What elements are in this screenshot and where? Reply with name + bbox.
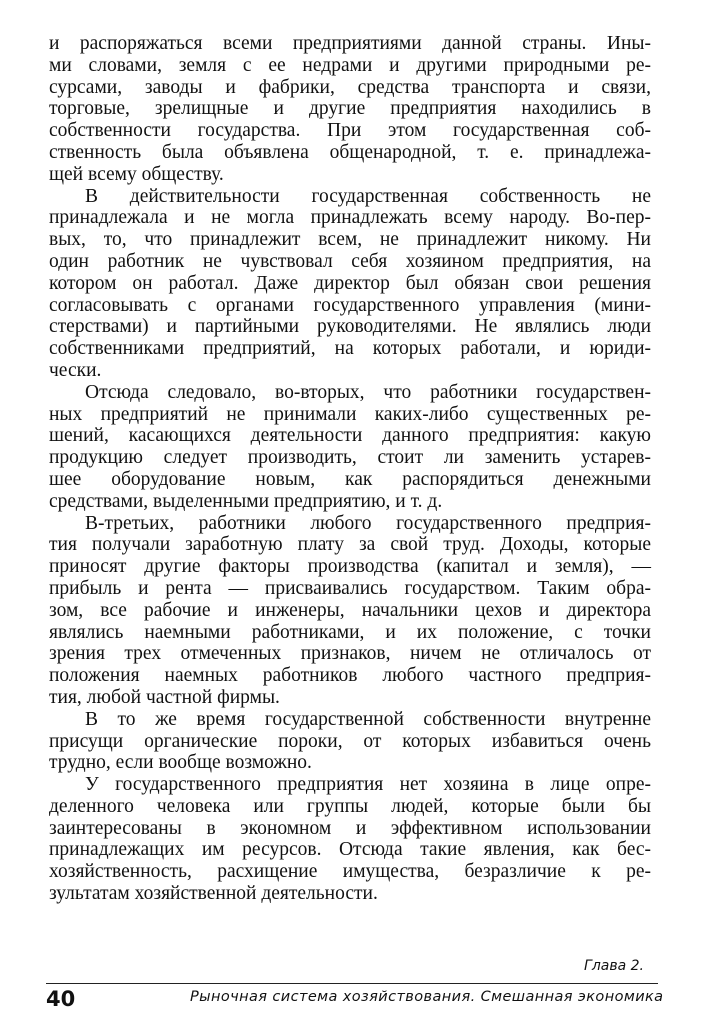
text-line: зом, все рабочие и инженеры, начальники цехов и директора (49, 599, 651, 621)
text-line: хозяйственность, расхищение имущества, безразличие к ре- (49, 861, 651, 883)
body-text (49, 33, 651, 905)
footer-rule (46, 983, 658, 984)
text-line: принадлежала и не могла принадлежать всему народу. Во-пер- (49, 207, 651, 229)
paragraph (49, 709, 651, 774)
text-line: заинтересованы в экономном и эффективном использовании (49, 817, 651, 839)
text-line: В-третьих, работники любого государственного предприя- (85, 512, 651, 534)
text-line: присущи органические пороки, от которых избавиться очень (49, 730, 651, 752)
running-header-chapter: Глава 2. (584, 958, 644, 974)
text-line: собственниками предприятий, на которых работали, и юриди- (49, 338, 651, 360)
text-line: продукцию следует производить, стоит ли заменить устарев- (49, 447, 651, 469)
text-line: трудно, если вообще возможно. (49, 752, 312, 774)
running-header-title: Рыночная система хозяйствования. Смешанная экономика (190, 989, 664, 1005)
text-line: вых, то, что принадлежит всем, не принадлежит никому. Ни (49, 229, 651, 251)
text-line: положения наемных работников любого частного предприя- (49, 665, 651, 687)
paragraph (49, 33, 651, 186)
text-line: сурсами, заводы и фабрики, средства транспорта и связи, (49, 76, 651, 98)
text-line: приносят другие факторы производства (капитал и земля), — (49, 556, 651, 578)
text-line: зультатам хозяйственной деятельности. (49, 883, 378, 905)
text-line: шений, касающихся деятельности данного предприятия: какую (49, 425, 651, 447)
text-line: ных предприятий не принимали каких-либо существенных ре- (49, 403, 651, 425)
text-line: средствами, выделенными предприятию, и т. д. (49, 490, 443, 512)
text-line: щей всему обществу. (49, 163, 224, 185)
text-line: тия, любой частной фирмы. (49, 686, 280, 708)
text-line: собственности государства. При этом государственная соб- (49, 120, 651, 142)
text-line: принадлежащих им ресурсов. Отсюда такие явления, как бес- (49, 839, 651, 861)
text-line: В то же время государственной собственности внутренне (85, 708, 651, 730)
text-line: чески. (49, 359, 102, 381)
text-line: прибыль и рента — присваивались государством. Таким обра- (49, 577, 651, 599)
paragraph (49, 513, 651, 709)
text-line: шее оборудование новым, как распорядиться денежными (49, 468, 651, 490)
text-line: согласовывать с органами государственного управления (мини- (49, 294, 651, 316)
text-line: Отсюда следовало, во-вторых, что работники государствен- (85, 381, 651, 403)
text-line: торговые, зрелищные и другие предприятия находились в (49, 98, 651, 120)
paragraph (49, 774, 651, 905)
text-line: ми словами, земля с ее недрами и другими природными ре- (49, 54, 651, 76)
text-line: У государственного предприятия нет хозяина в лице опре- (85, 774, 651, 796)
text-line: ственность была объявлена общенародной, т. е. принадлежа- (49, 141, 651, 163)
text-line: зрения трех отмеченных признаков, ничем не отличалось от (49, 643, 651, 665)
page-number: 40 (46, 987, 76, 1011)
text-line: котором он работал. Даже директор был обязан свои решения (49, 272, 651, 294)
text-line: тия получали заработную плату за свой труд. Доходы, которые (49, 534, 651, 556)
text-line: стерствами) и партийными руководителями. Не являлись люди (49, 316, 651, 338)
text-line: деленного человека или группы людей, которые были бы (49, 795, 651, 817)
text-line: и распоряжаться всеми предприятиями данной страны. Ины- (49, 33, 651, 54)
text-line: В действительности государственная собственность не (85, 185, 651, 207)
text-line: один работник не чувствовал себя хозяином предприятия, на (49, 250, 651, 272)
paragraph (49, 382, 651, 513)
paragraph (49, 186, 651, 382)
text-line: являлись наемными работниками, и их положение, с точки (49, 621, 651, 643)
